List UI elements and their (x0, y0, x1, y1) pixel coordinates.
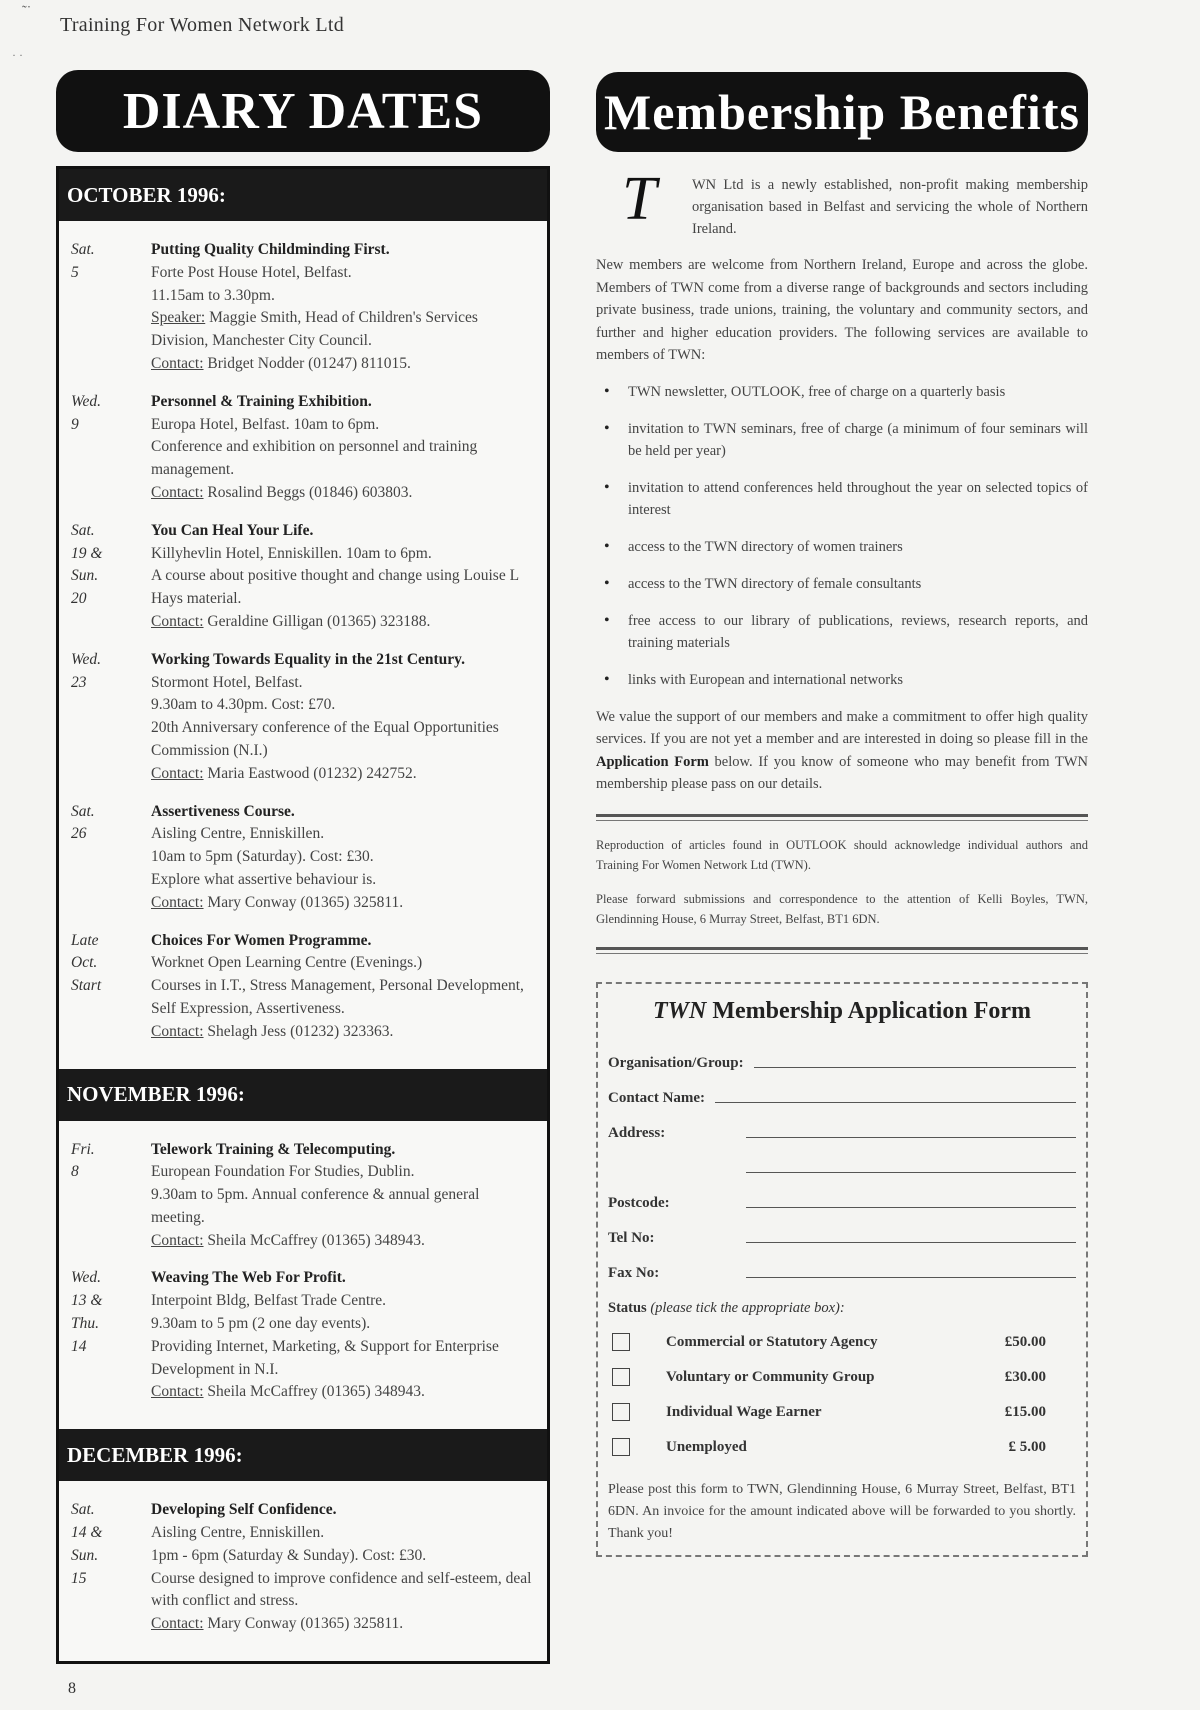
event-detail: Interpoint Bldg, Belfast Trade Centre. (151, 1292, 387, 1310)
november-events (59, 1121, 547, 1430)
status-option-price: £ 5.00 (1008, 1438, 1046, 1455)
form-field-label: Address: (608, 1124, 666, 1141)
event-date-line: Wed. (71, 650, 101, 668)
event-detail: 11.15am to 3.30pm. (151, 286, 275, 304)
contact-details: Rosalind Beggs (01846) 603803. (203, 483, 413, 501)
membership-column (596, 72, 1088, 1557)
form-field-label: Tel No: (608, 1229, 655, 1246)
form-field (608, 1177, 1076, 1212)
form-title-text: Membership Application Form (706, 997, 1031, 1024)
event-date-line: Start (71, 977, 102, 995)
speaker-label: Speaker: (151, 309, 206, 327)
event-date (71, 520, 151, 634)
intro-text: WN Ltd is a newly established, non-profit making membership organisation based in Belfast and servicing the whole of Northern Ireland. (692, 177, 1088, 237)
status-option (608, 1325, 1076, 1360)
event-date-line: Oct. (71, 954, 98, 972)
event-date-line: Sun. (71, 1546, 99, 1564)
form-field-input-line[interactable] (746, 1171, 1076, 1173)
application-form (596, 982, 1088, 1557)
event-detail: 10am to 5pm (Saturday). Cost: £30. (151, 848, 374, 866)
event-detail: Conference and exhibition on personnel and training management. (151, 438, 478, 479)
status-option (608, 1395, 1076, 1430)
contact-details: Mary Conway (01365) 325811. (203, 893, 404, 911)
event-contact (151, 1613, 537, 1636)
application-form-ref: Application Form (596, 753, 709, 770)
event-body (151, 649, 537, 786)
membership-benefits-banner: Membership Benefits (596, 72, 1088, 152)
drop-cap: T (622, 165, 657, 233)
event-date (71, 1499, 151, 1636)
event-date-line: Sat. (71, 241, 95, 258)
event-item (71, 930, 537, 1044)
event-contact (151, 611, 537, 634)
event-date (71, 1139, 151, 1253)
event-item (71, 1139, 537, 1253)
running-header: Training For Women Network Ltd (60, 14, 345, 36)
benefit-item: • access to the TWN directory of women trainers (596, 536, 1088, 558)
event-date-line: Thu. (71, 1315, 99, 1333)
divider (596, 947, 1088, 954)
event-detail: Stormont Hotel, Belfast. (151, 673, 303, 691)
event-speaker (151, 307, 537, 353)
status-checkbox[interactable] (612, 1368, 630, 1386)
event-contact (151, 482, 537, 505)
month-heading-october: OCTOBER 1996: (59, 169, 547, 221)
status-checkbox[interactable] (612, 1403, 630, 1421)
event-date-line: Sat. (71, 1501, 95, 1519)
form-field-input-line[interactable] (715, 1101, 1076, 1103)
value-text-b: below. If you know of someone who may benefit from TWN membership please pass on our details. (596, 753, 1088, 792)
event-date (71, 391, 151, 505)
event-date-line: Late (71, 931, 99, 949)
contact-details: Bridget Nodder (01247) 811015. (203, 354, 411, 372)
contact-label: Contact: (151, 483, 204, 501)
form-field (608, 1142, 1076, 1177)
event-date-line: 19 & (71, 544, 103, 562)
event-date (71, 239, 151, 376)
event-title: You Can Heal Your Life. (151, 521, 314, 539)
contact-details: Sheila McCaffrey (01365) 348943. (203, 1383, 425, 1401)
event-date (71, 1267, 151, 1404)
event-item (71, 1267, 537, 1404)
event-contact (151, 763, 537, 786)
event-body (151, 1267, 537, 1404)
event-title: Telework Training & Telecomputing. (151, 1140, 396, 1158)
event-date-line: 26 (71, 825, 87, 843)
event-date-line: Wed. (71, 1269, 101, 1287)
form-title (608, 998, 1076, 1025)
event-detail: Courses in I.T., Stress Management, Personal Development, Self Expression, Assertiveness. (151, 977, 524, 1017)
status-prompt (608, 1300, 1076, 1317)
event-date-line: 14 & (71, 1524, 103, 1542)
event-title: Weaving The Web For Profit. (151, 1269, 346, 1287)
status-option-name: Voluntary or Community Group (666, 1368, 875, 1385)
corner-mark-small: · · (12, 48, 23, 62)
event-contact (151, 1230, 537, 1253)
event-date-line: 23 (71, 673, 87, 691)
event-date (71, 649, 151, 786)
contact-label: Contact: (151, 1231, 204, 1249)
event-date-line: 13 & (71, 1292, 103, 1310)
event-detail: Worknet Open Learning Centre (Evenings.) (151, 954, 423, 972)
speaker-name: Maggie Smith, Head of Children's Services Division, Manchester City Council. (151, 309, 478, 350)
form-footer-note: Please post this form to TWN, Glendinning House, 6 Murray Street, Belfast, BT1 6DN. An invoice for the amount indicated above will be forwarded to you shortly. Thank you! (608, 1481, 1076, 1541)
event-title: Assertiveness Course. (151, 802, 295, 820)
form-fields (608, 1037, 1076, 1282)
event-date-line: Fri. (71, 1140, 95, 1158)
event-contact (151, 1021, 537, 1044)
event-detail: 9.30am to 4.30pm. Cost: £70. (151, 696, 336, 714)
event-detail: European Foundation For Studies, Dublin. (151, 1163, 415, 1181)
event-body (151, 520, 537, 634)
benefits-list (596, 381, 1088, 691)
contact-label: Contact: (151, 1615, 204, 1633)
event-body (151, 1499, 537, 1636)
event-body (151, 239, 537, 376)
form-field-label: Postcode: (608, 1194, 670, 1211)
form-field-input-line[interactable] (746, 1136, 1076, 1138)
event-body (151, 1139, 537, 1253)
value-text-a: We value the support of our members and make a commitment to offer high quality services. If you are not yet a member and are interested in doing so please fill in the (596, 708, 1088, 747)
status-option (608, 1430, 1076, 1465)
event-title: Putting Quality Childminding First. (151, 241, 390, 258)
month-heading-november: NOVEMBER 1996: (59, 1069, 547, 1121)
divider (596, 814, 1088, 821)
event-body (151, 930, 537, 1044)
members-paragraph: New members are welcome from Northern Ireland, Europe and across the globe. Members of TWN come from a diverse range of backgrounds and sectors including private business, trade unions, training, the voluntary and community sectors, and further and higher education providers. The following services are available to members of TWN: (596, 257, 1088, 363)
event-date (71, 801, 151, 915)
event-date-line: 14 (71, 1337, 87, 1355)
contact-details: Sheila McCaffrey (01365) 348943. (203, 1231, 425, 1249)
form-field-input-line[interactable] (754, 1066, 1076, 1068)
event-date (71, 930, 151, 1044)
event-title: Working Towards Equality in the 21st Century. (151, 650, 465, 668)
form-field (608, 1212, 1076, 1247)
status-option (608, 1360, 1076, 1395)
diary-dates-banner: DIARY DATES (56, 70, 550, 152)
status-checkbox[interactable] (612, 1333, 630, 1351)
event-date-line: 8 (71, 1163, 79, 1181)
event-body (151, 391, 537, 505)
benefit-item: • access to the TWN directory of female consultants (596, 573, 1088, 595)
reproduction-note: Reproduction of articles found in OUTLOOK should acknowledge individual authors and Training For Women Network Ltd (TWN). (596, 837, 1088, 872)
diary-box (56, 166, 550, 1664)
event-item (71, 239, 537, 376)
event-detail: Explore what assertive behaviour is. (151, 870, 377, 888)
event-date-line: Sat. (71, 802, 95, 820)
event-detail: 9.30am to 5 pm (2 one day events). (151, 1315, 371, 1333)
form-field-label: Contact Name: (608, 1089, 706, 1106)
status-option-price: £15.00 (1004, 1403, 1046, 1420)
event-detail: 20th Anniversary conference of the Equal Opportunities Commission (N.I.) (151, 719, 499, 759)
event-date-line: 15 (71, 1569, 87, 1587)
event-detail: 1pm - 6pm (Saturday & Sunday). Cost: £30. (151, 1546, 427, 1564)
event-detail: 9.30am to 5pm. Annual conference & annual general meeting. (151, 1186, 480, 1226)
status-option-name: Individual Wage Earner (666, 1403, 822, 1420)
form-field (608, 1107, 1076, 1142)
benefit-item: • free access to our library of publications, reviews, research reports, and training materials (596, 610, 1088, 654)
forward-note: Please forward submissions and correspondence to the attention of Kelli Boyles, TWN, Glendinning House, 6 Murray Street, Belfast, BT1 6DN. (596, 891, 1088, 926)
form-field-label: Organisation/Group: (608, 1054, 744, 1071)
event-contact (151, 353, 537, 376)
october-events (59, 221, 547, 1069)
event-item (71, 649, 537, 786)
status-option-name: Unemployed (666, 1438, 747, 1455)
form-field-input-line[interactable] (746, 1206, 1076, 1208)
event-item (71, 1499, 537, 1636)
event-item (71, 391, 537, 505)
event-detail: A course about positive thought and change using Louise L Hays material. (151, 567, 519, 608)
form-field-label: Fax No: (608, 1264, 660, 1281)
page-number: 8 (68, 1680, 76, 1697)
event-title: Developing Self Confidence. (151, 1501, 337, 1519)
event-date-line: 9 (71, 415, 79, 433)
event-date-line: Sun. (71, 567, 99, 585)
form-field (608, 1037, 1076, 1072)
event-date-line: 5 (71, 263, 79, 281)
event-item (71, 520, 537, 634)
event-detail: Killyhevlin Hotel, Enniskillen. 10am to 6pm. (151, 544, 432, 562)
benefit-item: • invitation to attend conferences held throughout the year on selected topics of interest (596, 477, 1088, 521)
form-field (608, 1072, 1076, 1107)
month-heading-december: DECEMBER 1996: (59, 1429, 547, 1481)
status-hint: (please tick the appropriate box): (646, 1299, 845, 1316)
form-field (608, 1247, 1076, 1282)
benefit-item: • TWN newsletter, OUTLOOK, free of charge on a quarterly basis (596, 381, 1088, 403)
event-date-line: Wed. (71, 392, 101, 410)
event-detail: Forte Post House Hotel, Belfast. (151, 263, 352, 281)
contact-details: Maria Eastwood (01232) 242752. (203, 764, 417, 782)
event-detail: Europa Hotel, Belfast. 10am to 6pm. (151, 415, 380, 433)
contact-label: Contact: (151, 1022, 204, 1040)
event-contact (151, 1381, 537, 1404)
event-item (71, 801, 537, 915)
contact-details: Geraldine Gilligan (01365) 323188. (203, 612, 431, 630)
contact-label: Contact: (151, 764, 204, 782)
event-detail: Providing Internet, Marketing, & Support for Enterprise Development in N.I. (151, 1337, 499, 1378)
event-date-line: 20 (71, 590, 87, 608)
value-paragraph (596, 706, 1088, 796)
event-date-line: Sat. (71, 521, 95, 539)
event-contact (151, 892, 537, 915)
status-option-name: Commercial or Statutory Agency (666, 1333, 878, 1350)
diary-column (56, 70, 550, 1664)
status-label: Status (608, 1299, 647, 1316)
event-detail: Aisling Centre, Enniskillen. (151, 1524, 325, 1542)
form-field-input-line[interactable] (746, 1276, 1076, 1278)
status-option-price: £30.00 (1004, 1368, 1046, 1385)
status-option-price: £50.00 (1004, 1333, 1046, 1350)
contact-details: Shelagh Jess (01232) 323363. (203, 1022, 394, 1040)
event-detail: Course designed to improve confidence and self-esteem, deal with conflict and stress. (151, 1569, 532, 1610)
contact-label: Contact: (151, 612, 204, 630)
benefit-item: • invitation to TWN seminars, free of charge (a minimum of four seminars will be held per year) (596, 418, 1088, 462)
form-field-input-line[interactable] (746, 1241, 1076, 1243)
contact-details: Mary Conway (01365) 325811. (203, 1615, 404, 1633)
event-title: Personnel & Training Exhibition. (151, 392, 372, 410)
status-checkbox[interactable] (612, 1438, 630, 1456)
event-detail: Aisling Centre, Enniskillen. (151, 825, 325, 843)
december-events (59, 1481, 547, 1661)
event-title: Choices For Women Programme. (151, 931, 372, 949)
benefit-item: • links with European and international networks (596, 669, 1088, 691)
intro-paragraph (596, 165, 1088, 240)
contact-label: Contact: (151, 1383, 204, 1401)
contact-label: Contact: (151, 354, 204, 372)
event-body (151, 801, 537, 915)
form-title-twn: TWN (653, 997, 707, 1024)
contact-label: Contact: (151, 893, 204, 911)
status-options (608, 1325, 1076, 1465)
corner-mark: ˜˙ (22, 4, 32, 19)
